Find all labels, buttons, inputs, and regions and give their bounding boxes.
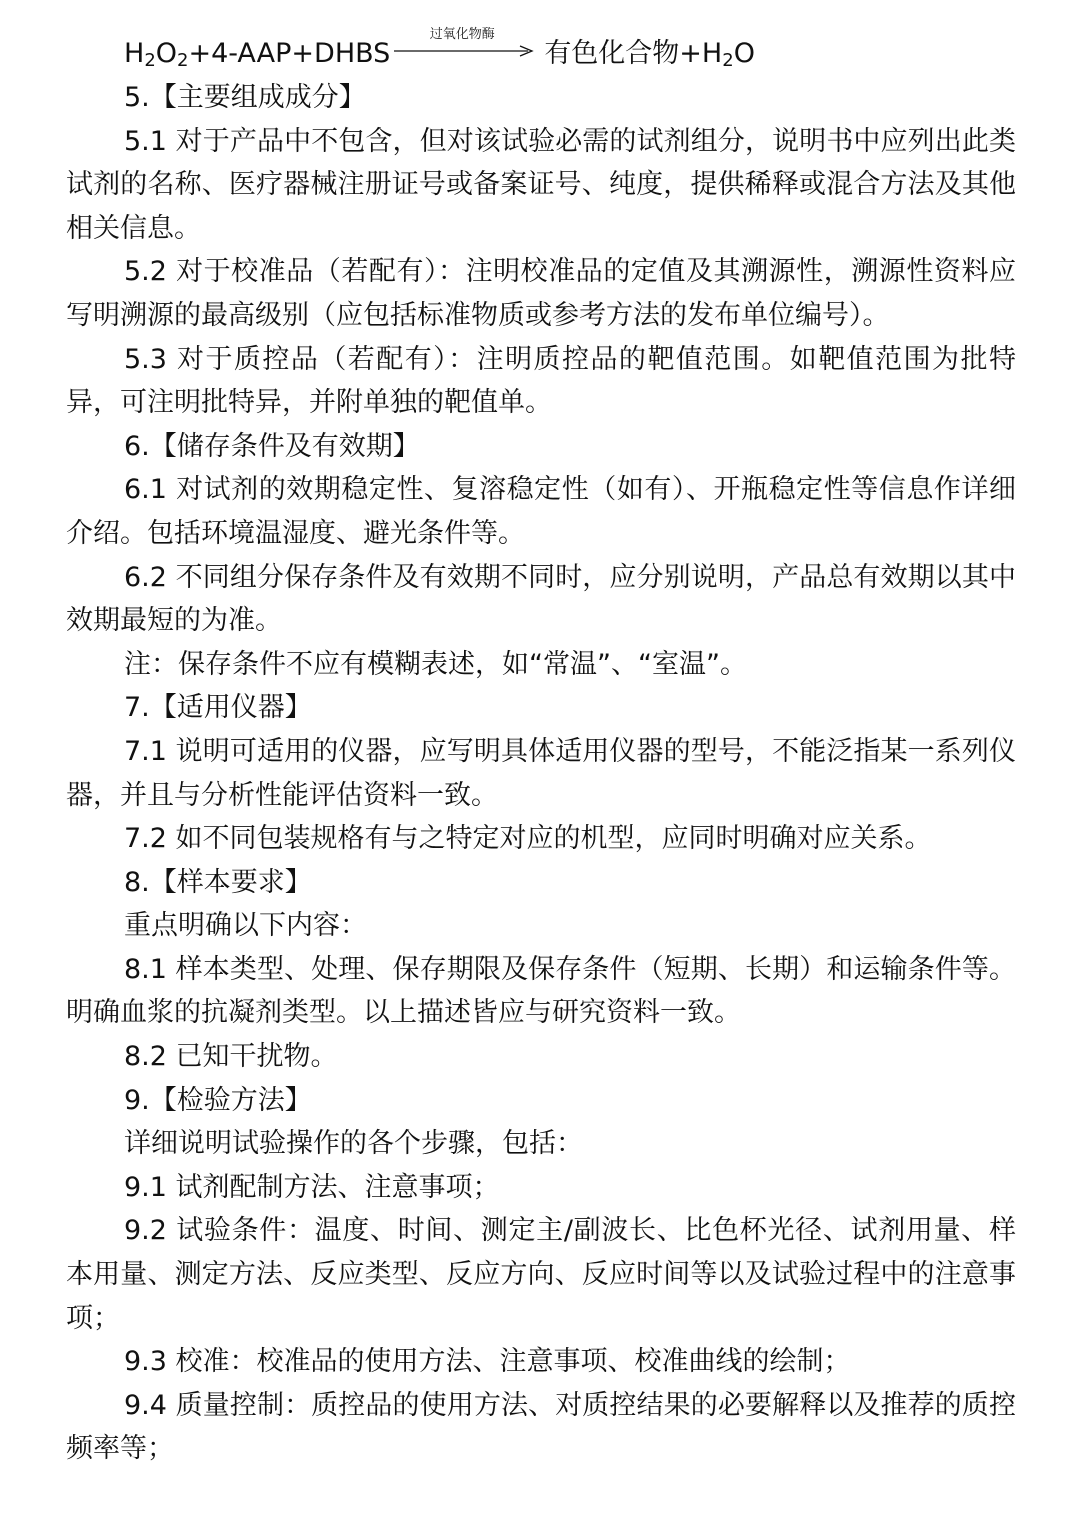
paragraph-5-1: 5.1 对于产品中不包含，但对该试验必需的试剂组分，说明书中应列出此类试剂的名称、医疗器械注册证号或备案证号、纯度，提供稀释或混合方法及其他相关信息。 xyxy=(66,125,1016,244)
reaction-arrow xyxy=(392,27,542,76)
section-heading-7: 7.【适用仪器】 xyxy=(124,692,312,724)
formula-h: H xyxy=(124,38,145,69)
formula-subscript: 2 xyxy=(722,50,734,71)
formula-reactants-rest: +4-AAP+DHBS xyxy=(188,38,391,69)
formula-subscript: 2 xyxy=(177,50,189,71)
paragraph-8-2: 8.2 已知干扰物。 xyxy=(124,1041,338,1073)
paragraph-9-2: 9.2 试验条件：温度、时间、测定主/副波长、比色杯光径、试剂用量、样本用量、测定方法、反应类型、反应方向、反应时间等以及试验过程中的注意事项； xyxy=(66,1215,1016,1334)
document-body xyxy=(66,27,1016,1471)
formula-products xyxy=(544,32,755,76)
paragraph-9-3: 9.3 校准：校准品的使用方法、注意事项、校准曲线的绘制； xyxy=(124,1346,851,1378)
paragraph-7-1: 7.1 说明可适用的仪器，应写明具体适用仪器的型号，不能泛指某一系列仪器，并且与分析性能评估资料一致。 xyxy=(66,735,1016,811)
section-heading-6: 6.【储存条件及有效期】 xyxy=(124,430,420,462)
paragraph-5-3: 5.3 对于质控品（若配有）：注明质控品的靶值范围。如靶值范围为批特异，可注明批特异，并附单独的靶值单。 xyxy=(66,343,1016,419)
paragraph-9-1: 9.1 试剂配制方法、注意事项； xyxy=(124,1171,500,1203)
formula-o: O xyxy=(155,38,178,69)
catalyst-label: 过氧化物酶 xyxy=(429,27,495,42)
arrow-right-icon xyxy=(392,44,538,58)
reaction-formula xyxy=(66,27,1016,76)
paragraph-7-2: 7.2 如不同包装规格有与之特定对应的机型，应同时明确对应关系。 xyxy=(124,823,932,855)
section-heading-9: 9.【检验方法】 xyxy=(124,1084,312,1116)
paragraph-9-intro: 详细说明试验操作的各个步骤，包括： xyxy=(124,1128,583,1160)
formula-reactants xyxy=(124,32,390,76)
paragraph-5-2: 5.2 对于校准品（若配有）：注明校准品的定值及其溯源性，溯源性资料应写明溯源的最高级别（应包括标准物质或参考方法的发布单位编号）。 xyxy=(66,256,1016,331)
section-heading-8: 8.【样本要求】 xyxy=(124,866,312,898)
paragraph-8-intro: 重点明确以下内容： xyxy=(124,910,367,942)
formula-subscript: 2 xyxy=(144,50,156,71)
paragraph-8-1: 8.1 样本类型、处理、保存期限及保存条件（短期、长期）和运输条件等。明确血浆的抗凝剂类型。以上描述皆应与研究资料一致。 xyxy=(66,953,1016,1029)
paragraph-6-2: 6.2 不同组分保存条件及有效期不同时，应分别说明，产品总有效期以其中效期最短的为准。 xyxy=(66,561,1016,637)
section-heading-5: 5.【主要组成成分】 xyxy=(124,82,366,113)
paragraph-9-4: 9.4 质量控制：质控品的使用方法、对质控结果的必要解释以及推荐的质控频率等； xyxy=(66,1389,1016,1465)
paragraph-6-1: 6.1 对试剂的效期稳定性、复溶稳定性（如有）、开瓶稳定性等信息作详细介绍。包括环境温湿度、避光条件等。 xyxy=(66,474,1016,549)
formula-o-end: O xyxy=(733,38,755,69)
formula-product-text: 有色化合物+H xyxy=(544,38,723,69)
note-paragraph: 注：保存条件不应有模糊表述，如“常温”、“室温”。 xyxy=(124,648,747,680)
